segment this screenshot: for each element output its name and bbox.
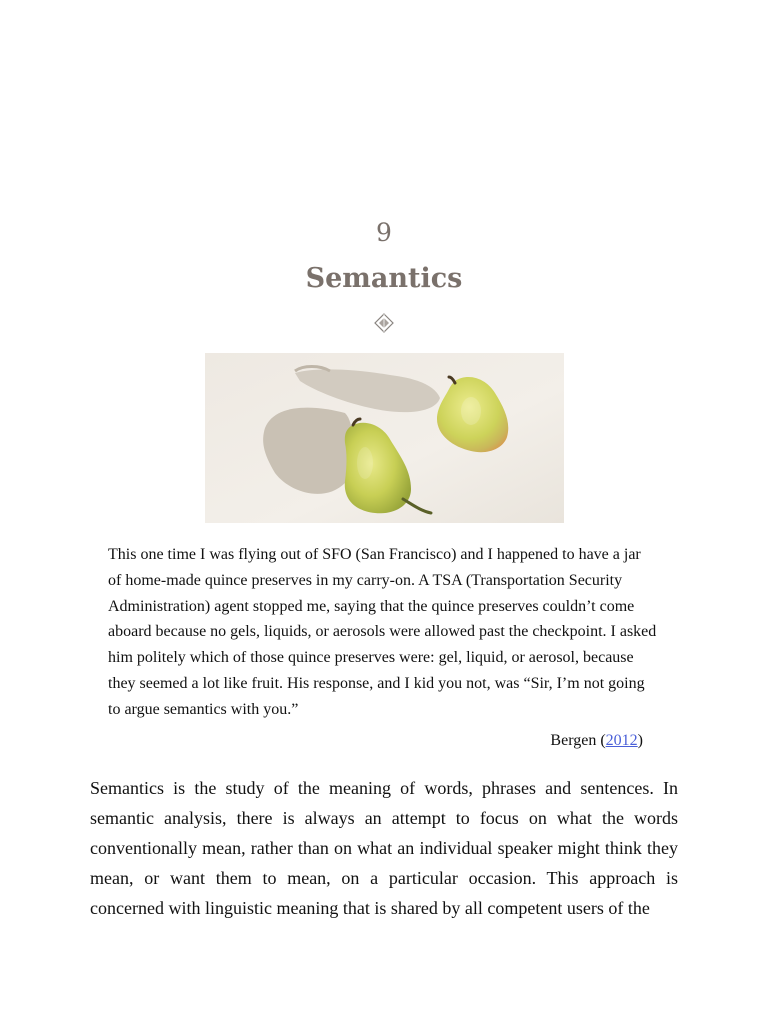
citation-year-link[interactable]: 2012 [605, 732, 638, 749]
attribution-author: Bergen ( [550, 732, 606, 749]
epigraph-quote: This one time I was flying out of SFO (San Francisco) and I happened to have a jar of home-made quince preserves in my carry-on. A TSA (Transportation Security Administration) agent stopped me, saying that the quince preserves couldn’t come aboard because no gels, liquids, or aerosols were allowed past the checkpoint. I asked him politely which of those quince preserves were: gel, liquid, or aerosol, because they seemed a lot like fruit. His response, and I kid you not, was “Sir, I’m not going to argue semantics with you.” [108, 546, 657, 718]
diamond-ornament-icon [374, 313, 394, 333]
chapter-title: Semantics [305, 263, 463, 294]
epigraph-attribution [550, 728, 643, 753]
pears-photo [205, 353, 564, 523]
chapter-number: 9 [376, 218, 392, 247]
attribution-close: ) [637, 732, 643, 749]
body-paragraph: Semantics is the study of the meaning of words, phrases and sentences. In semantic analysis, there is always an attempt to focus on what the words conventionally mean, rather than on what an individual speaker might think they mean, or want them to mean, on a particular occasion. This approach is concerned with linguistic meaning that is shared by all competent users of the [90, 778, 678, 918]
